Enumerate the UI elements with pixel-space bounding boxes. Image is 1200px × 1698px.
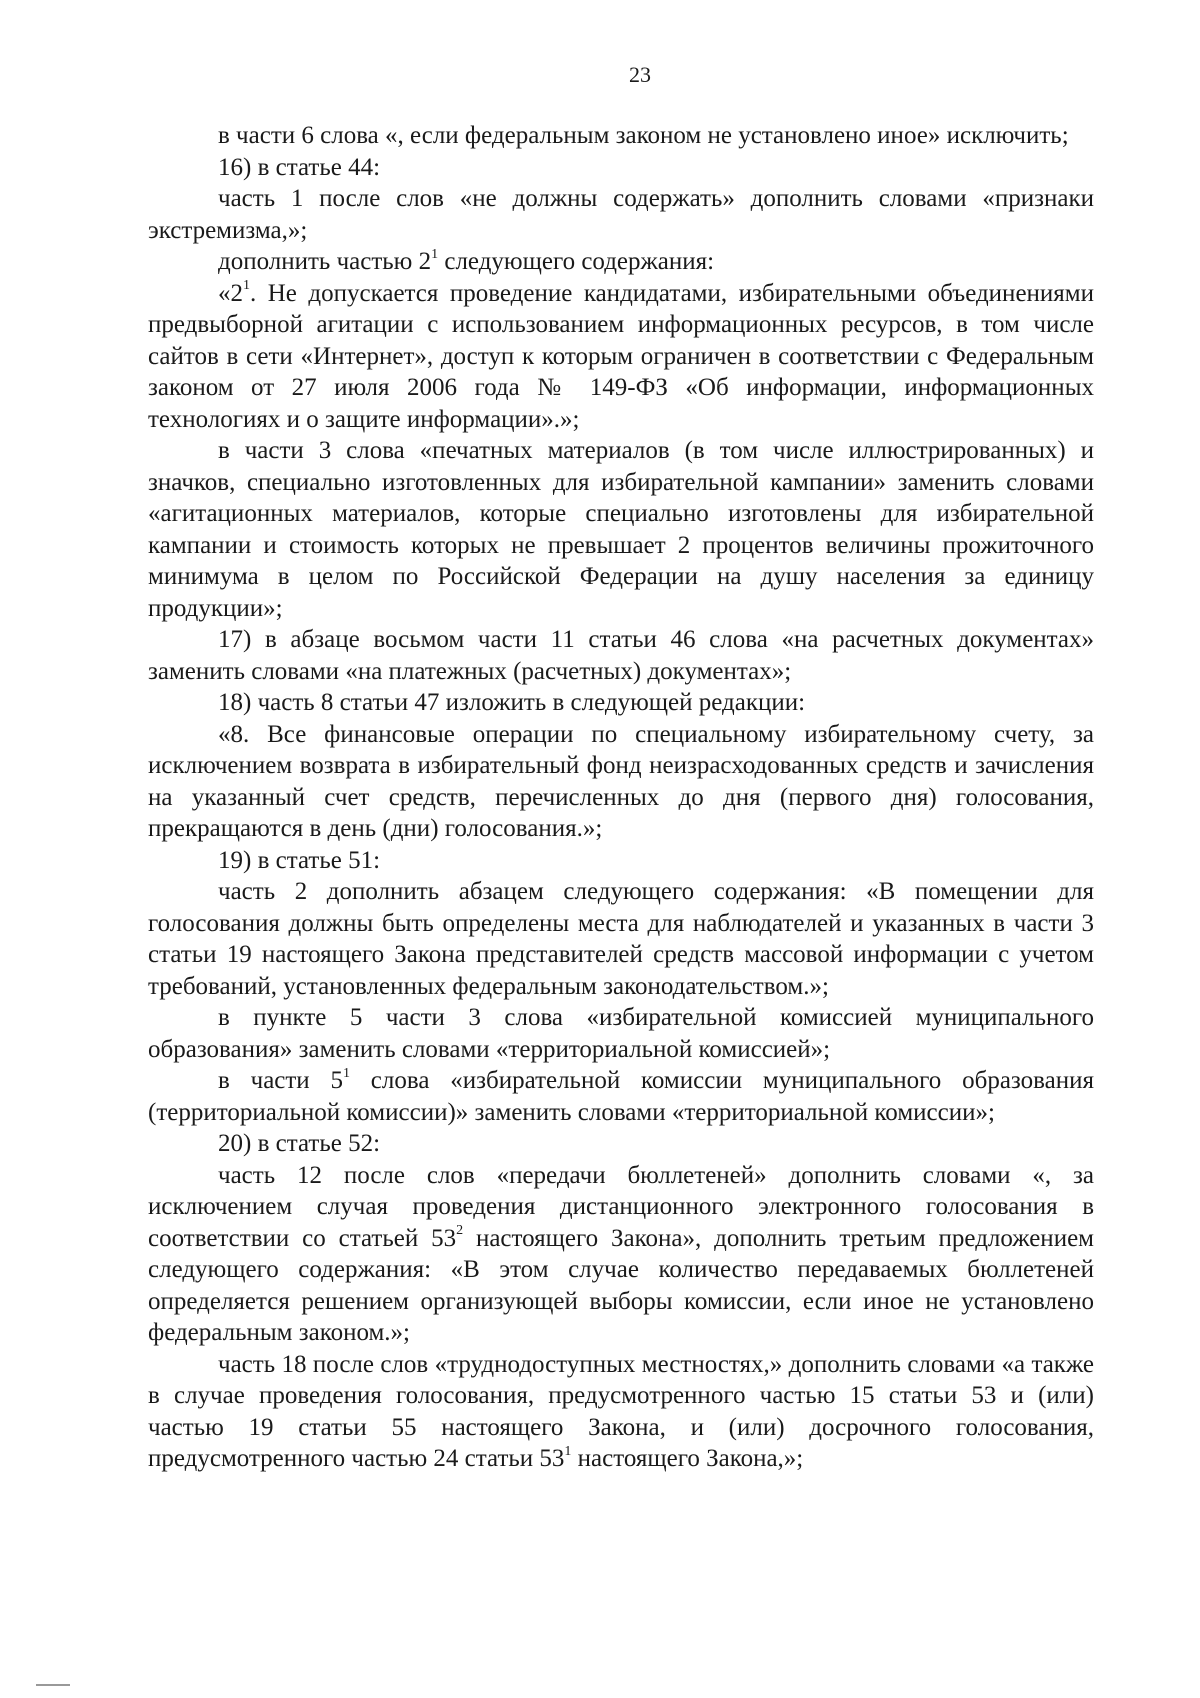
paragraph-text: настоящего Закона,»; [571,1445,804,1472]
paragraph [148,1160,1094,1349]
paragraph-text: дополнить частью 2 [218,248,432,275]
paragraph [148,1065,1094,1128]
paragraph-text: часть 12 после слов «передачи бюллетеней» дополнить словами «, за исключением случая проведения дистанционного электронного голосования в соответствии со статьей 53 [148,1161,1094,1252]
superscript: 1 [243,278,250,294]
document-body [148,120,1094,1475]
paragraph: в части 3 слова «печатных материалов (в том числе иллюстрированных) и значков, специально изготовленных для избирательной кампании» заменить словами «агитационных материалов, которые специально изготовлены для избирательной кампании и стоимость которых не превышает 2 процентов величины прожиточного минимума в целом по Российской Федерации на душу населения за единицу продукции»; [148,437,1094,622]
paragraph-text: следующего содержания: [438,248,715,275]
paragraph: 19) в статье 51: [218,846,381,874]
superscript: 1 [343,1065,350,1081]
paragraph [148,1349,1094,1475]
paragraph: 20) в статье 52: [218,1130,381,1157]
paragraph [148,278,1094,436]
paragraph-text: в части 5 [218,1067,343,1094]
paragraph: 16) в статье 44: [218,153,381,181]
superscript: 1 [564,1443,572,1459]
paragraph-text: слова «избирательной комиссии муниципального образования (территориальной комиссии)» заменить словами «территориальной комиссии»; [148,1067,1094,1126]
paragraph [148,246,1094,278]
scan-edge-mark [36,1684,70,1686]
paragraph: в пункте 5 части 3 слова «избирательной комиссией муниципального образования» заменить словами «территориальной комиссией»; [148,1004,1094,1063]
paragraph-text: настоящего Закона», дополнить третьим предложением следующего содержания: «В этом случае количество передаваемых бюллетеней определяется решением организующей выборы комиссии, если иное не установлено федеральным законом.»; [148,1224,1094,1346]
paragraph: «8. Все финансовые операции по специальному избирательному счету, за исключением возврата в избирательный фонд неизрасходованных средств и зачисления на указанный счет средств, перечисленных до дня (первого дня) голосования, прекращаются в день (дни) голосования.»; [148,720,1094,842]
paragraph: в части 6 слова «, если федеральным законом не установлено иное» исключить; [218,122,1069,149]
superscript: 2 [456,1223,464,1239]
paragraph: 17) в абзаце восьмом части 11 статьи 46 слова «на расчетных документах» заменить словами «на платежных (расчетных) документах»; [148,626,1094,685]
superscript: 1 [431,246,439,262]
paragraph: 18) часть 8 статьи 47 изложить в следующей редакции: [218,689,806,716]
paragraph-text: часть 18 после слов «труднодоступных местностях,» дополнить словами «а также в случае проведения голосования, предусмотренного частью 15 статьи 53 и (или) частью 19 статьи 55 настоящего Закона, и (или) досрочного голосования, предусмотренного частью 24 статьи 53 [148,1350,1094,1472]
paragraph: часть 2 дополнить абзацем следующего содержания: «В помещении для голосования должны быть определены места для наблюдателей и указанных в части 3 статьи 19 настоящего Закона представителей средств массовой информации с учетом требований, установленных федеральным законодательством.»; [148,878,1094,1000]
paragraph-text: . Не допускается проведение кандидатами, избирательными объединениями предвыборной агитации с использованием информационных ресурсов, в том числе сайтов в сети «Интернет», доступ к которым ограничен в соответствии с Федеральным законом от 27 июля 2006 года № 149-ФЗ «Об информации, информационных технологиях и о защите информации».»; [148,279,1094,433]
paragraph-text: «2 [218,279,243,307]
paragraph: часть 1 после слов «не должны содержать» дополнить словами «признаки экстремизма,»; [148,185,1094,244]
page-number: 23 [629,62,651,87]
